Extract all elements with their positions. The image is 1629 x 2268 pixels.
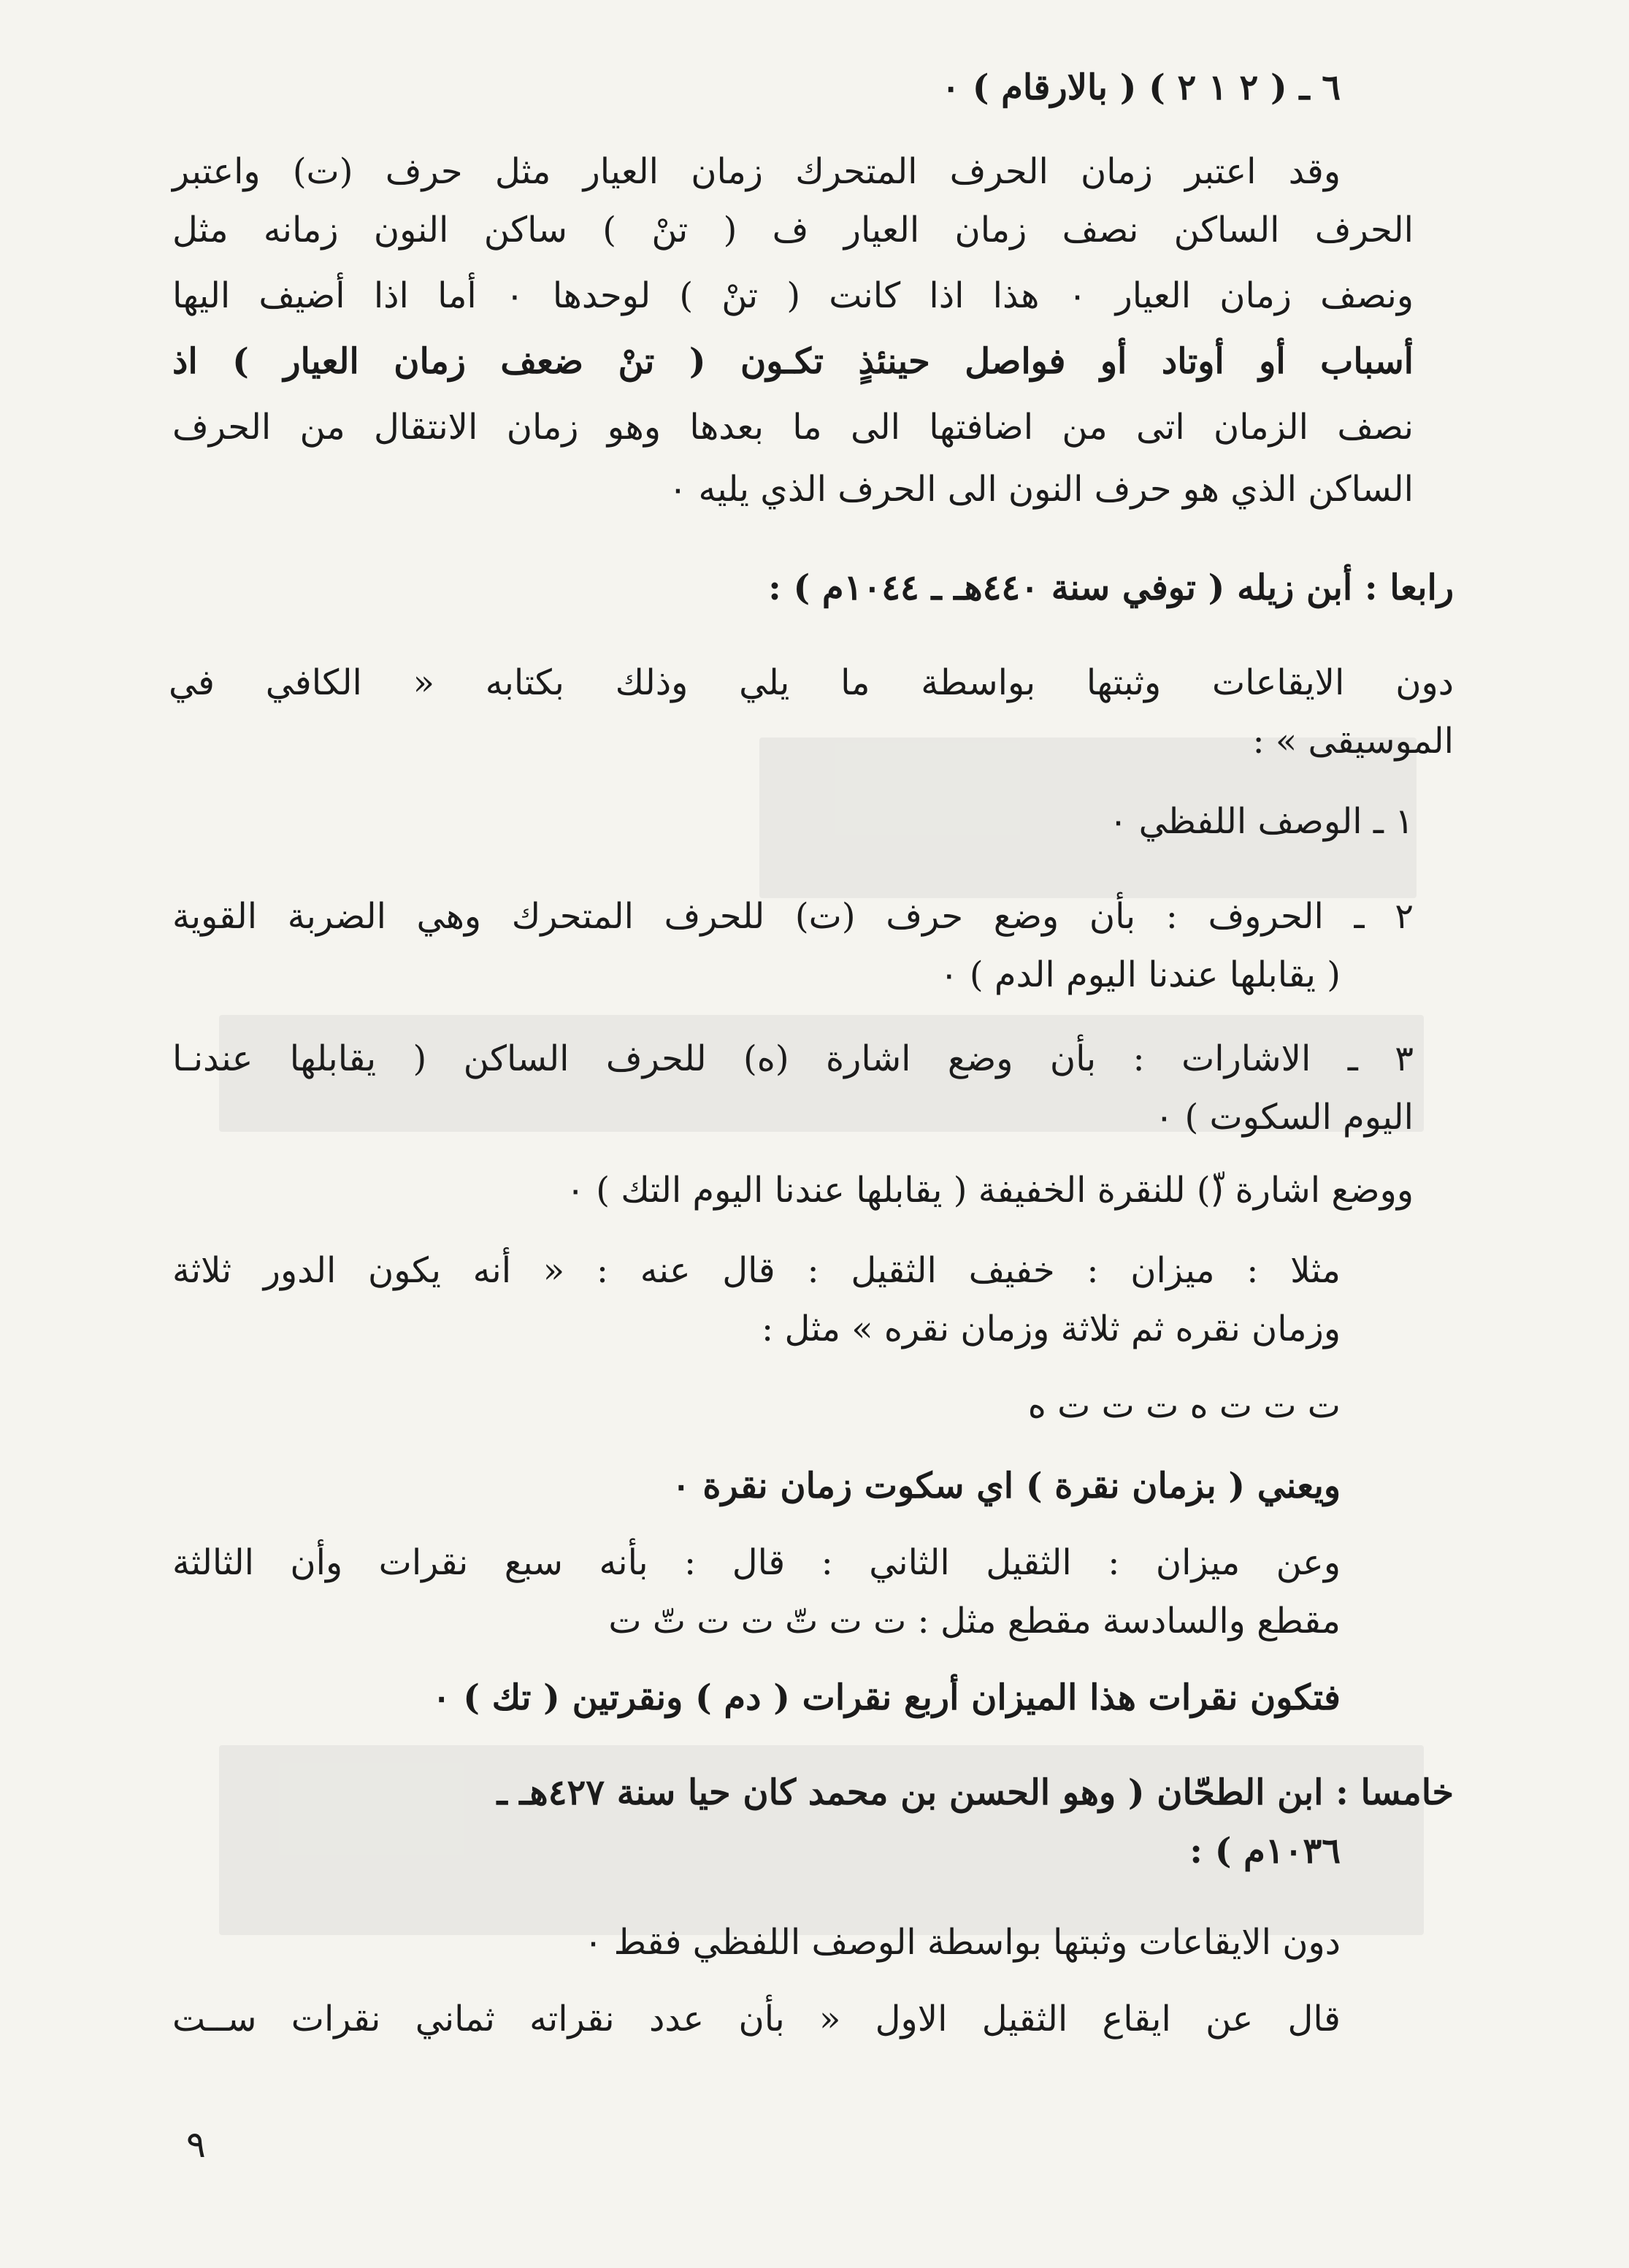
paragraph-line: دون الايقاعات وثبتها بواسطة ما يلي وذلك بكتابه « الكافي في bbox=[169, 662, 1454, 703]
rhythm-notation: ت ت ت ه ت ت ت ه bbox=[1027, 1385, 1341, 1426]
paragraph-line: وعن ميزان : الثقيل الثاني : قال : بأنه سبع نقرات وأن الثالثة bbox=[172, 1542, 1341, 1583]
section-heading-fifth-continuation: ١٠٣٦م ) : bbox=[1189, 1831, 1341, 1872]
paragraph-line: دون الايقاعات وثبتها بواسطة الوصف اللفظي فقط ٠ bbox=[583, 1922, 1341, 1963]
paragraph-line: ونصف زمان العيار ٠ هذا اذا كانت ( تنْ ) لوحدها ٠ أما اذا أضيف اليها bbox=[172, 275, 1414, 316]
list-item-3-continuation: اليوم السكوت ) ٠ bbox=[1154, 1097, 1414, 1138]
paragraph-line: فتكون نقرات هذا الميزان أربع نقرات ( دم ) ونقرتين ( تك ) ٠ bbox=[432, 1677, 1341, 1718]
paragraph-line: نصف الزمان اتى من اضافتها الى ما بعدها وهو زمان الانتقال من الحرف bbox=[172, 407, 1414, 448]
list-item-2-continuation: ( يقابلها عندنا اليوم الدم ) ٠ bbox=[939, 954, 1341, 995]
list-item-2: ٢ ـ الحروف : بأن وضع حرف (ت) للحرف المتحرك وهي الضربة القوية bbox=[172, 896, 1414, 937]
page-number: ٩ bbox=[186, 2123, 206, 2166]
example-line: مثلا : ميزان : خفيف الثقيل : قال عنه : « أنه يكون الدور ثلاثة bbox=[172, 1250, 1341, 1291]
section-heading-fifth: خامسا : ابن الطحّان ( وهو الحسن بن محمد كان حيا سنة ٤٢٧هـ ـ bbox=[497, 1772, 1454, 1813]
paragraph-line: مقطع والسادسة مقطع مثل : ت ت تّ ت ت تّ ت bbox=[608, 1601, 1341, 1641]
paragraph-line: الحرف الساكن نصف زمان العيار ف ( تنْ ) ساكن النون زمانه مثل bbox=[172, 210, 1414, 250]
list-item-6: ٦ ـ ( ٢ ١ ٢ ) ( بالارقام ) ٠ bbox=[941, 67, 1341, 108]
paragraph-line: أسباب أو أوتاد أو فواصل حينئذٍ تكـون ( تنْ ضعف زمان العيار ) اذ bbox=[172, 341, 1414, 382]
list-item-1: ١ ـ الوصف اللفظي ٠ bbox=[1108, 801, 1414, 842]
section-heading-fourth: رابعا : أبن زيله ( توفي سنة ٤٤٠هـ ـ ١٠٤٤م ) : bbox=[768, 567, 1454, 608]
example-line: وزمان نقره ثم ثلاثة وزمان نقره » مثل : bbox=[762, 1309, 1341, 1349]
paragraph-line: ويعني ( بزمان نقرة ) اي سكوت زمان نقرة ٠ bbox=[671, 1466, 1341, 1506]
paragraph-line: قال عن ايقاع الثقيل الاول « بأن عدد نقراته ثماني نقرات ســت bbox=[172, 1999, 1341, 2039]
paragraph-line: الموسيقى » : bbox=[1252, 721, 1454, 762]
paragraph-line: وقد اعتبر زمان الحرف المتحرك زمان العيار مثل حرف (ت) واعتبر bbox=[172, 151, 1341, 192]
list-item-3: ٣ ـ الاشارات : بأن وضع اشارة (ه) للحرف الساكن ( يقابلها عندنـا bbox=[172, 1038, 1414, 1079]
paragraph-line: ووضع اشارة (ّ) للنقرة الخفيفة ( يقابلها عندنا اليوم التك ) ٠ bbox=[566, 1170, 1414, 1211]
paragraph-line: الساكن الذي هو حرف النون الى الحرف الذي يليه ٠ bbox=[668, 469, 1414, 510]
